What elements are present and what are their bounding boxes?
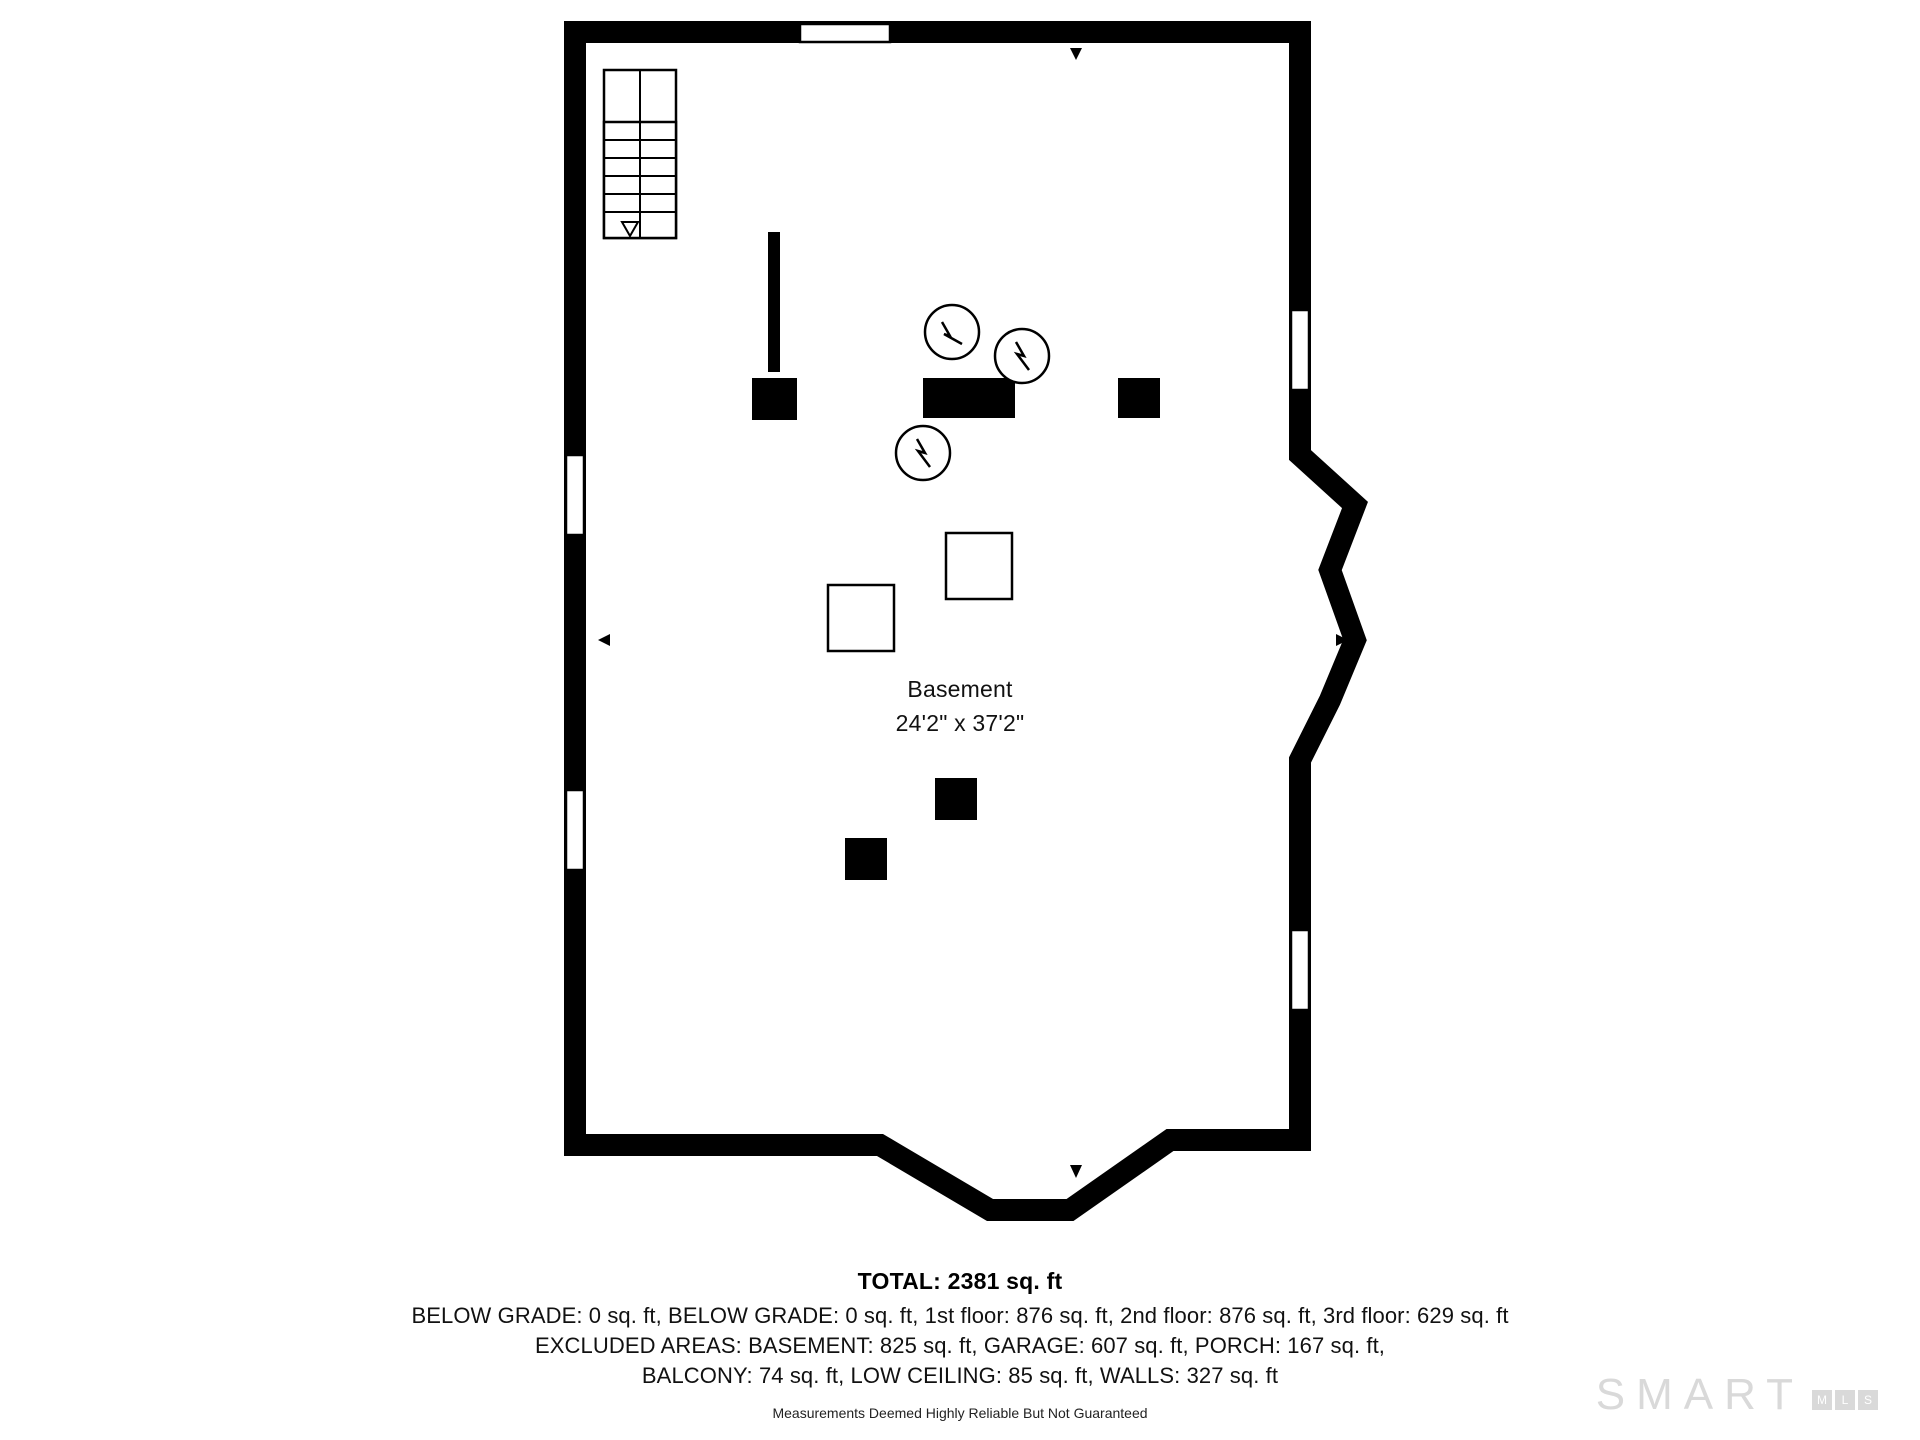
window-icon — [800, 24, 890, 42]
window-icon — [566, 790, 584, 870]
brand-badge-s: S — [1858, 1390, 1878, 1410]
direction-arrow-icon — [1070, 1165, 1082, 1178]
direction-arrow-icon — [1070, 48, 1082, 60]
brand-badge-l: L — [1835, 1390, 1855, 1410]
brand-badge-m: M — [1812, 1390, 1832, 1410]
room-dimensions: 24'2" x 37'2" — [895, 710, 1025, 736]
electrical-symbol-icon — [995, 329, 1049, 383]
column-icon — [935, 778, 977, 820]
direction-arrow-group — [598, 48, 1348, 1178]
furnace-icon — [923, 378, 1015, 418]
window-group — [566, 24, 1309, 1010]
floor-hatch-icon — [828, 585, 894, 651]
smart-mls-logo — [1596, 1370, 1878, 1420]
window-icon — [566, 455, 584, 535]
stairs-down-icon — [604, 70, 676, 238]
floor-hatch-icon — [946, 533, 1012, 599]
water-heater-icon — [925, 305, 979, 359]
room-label-basement — [780, 672, 1140, 740]
direction-arrow-icon — [598, 634, 610, 646]
exterior-walls — [575, 32, 1355, 1210]
brand-wordmark: SMART — [1595, 1370, 1804, 1419]
floor-feature-squares — [828, 533, 1012, 651]
room-name: Basement — [907, 676, 1013, 702]
window-icon — [1291, 310, 1309, 390]
interior-partition-wall — [752, 232, 797, 420]
brand-mls-badges — [1812, 1390, 1878, 1410]
summary-line-excluded-2: BALCONY: 74 sq. ft, LOW CEILING: 85 sq. ft, WALLS: 327 sq. ft — [641, 1363, 1279, 1388]
summary-line-excluded-1: EXCLUDED AREAS: BASEMENT: 825 sq. ft, GARAGE: 607 sq. ft, PORCH: 167 sq. ft, — [534, 1333, 1386, 1358]
electrical-panel-icon — [1118, 378, 1160, 418]
window-icon — [1291, 930, 1309, 1010]
column-icon — [845, 838, 887, 880]
summary-line-floors: BELOW GRADE: 0 sq. ft, BELOW GRADE: 0 sq. ft, 1st floor: 876 sq. ft, 2nd floor: 876 sq. ft, 3rd floor: 629 sq. ft — [411, 1303, 1509, 1328]
electrical-symbol-icon — [896, 426, 950, 480]
summary-total: TOTAL: 2381 sq. ft — [857, 1268, 1063, 1294]
measurement-disclaimer: Measurements Deemed Highly Reliable But Not Guaranteed — [772, 1405, 1148, 1421]
